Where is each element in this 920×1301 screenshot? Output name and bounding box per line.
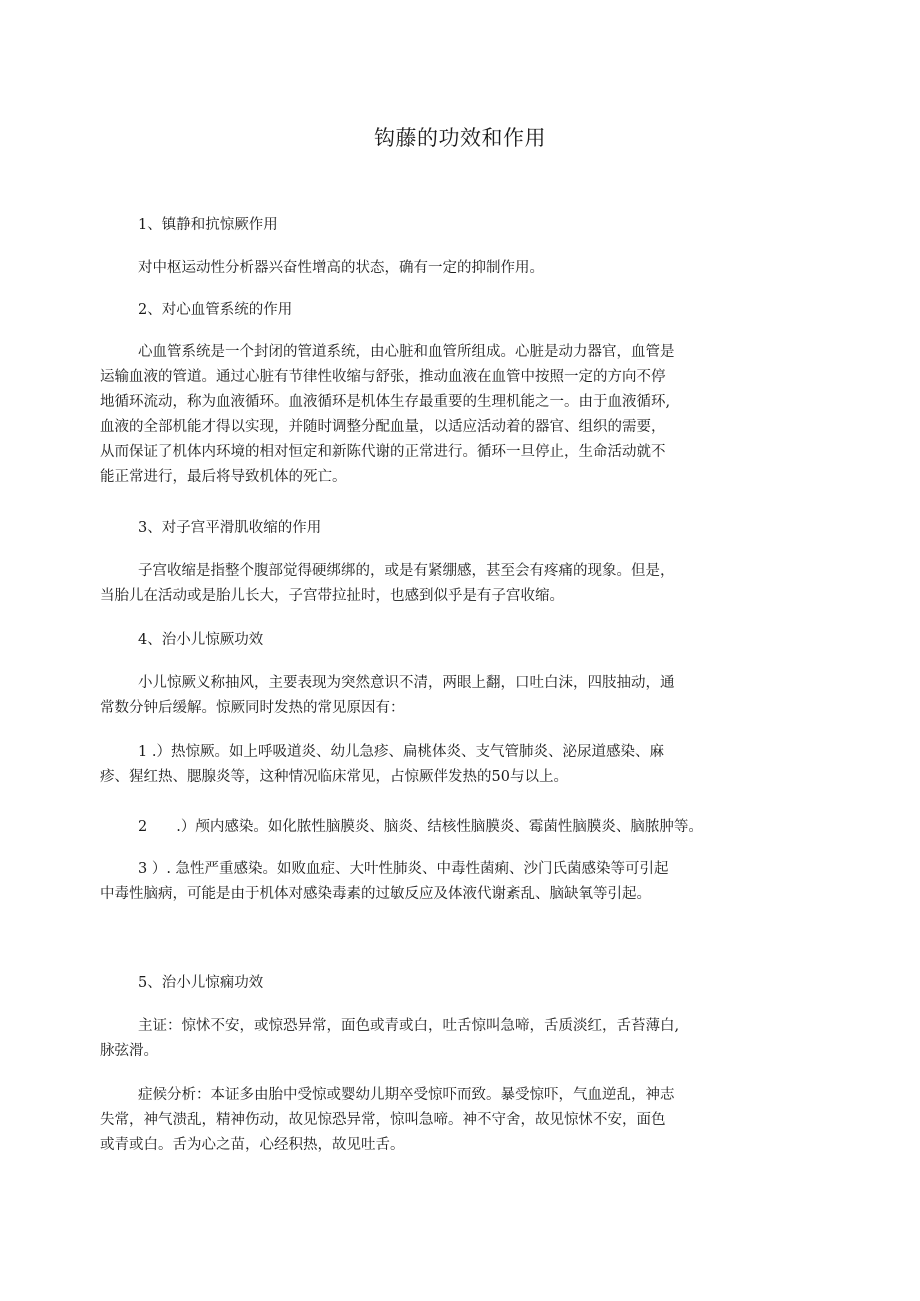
section-4-item-2: 2 .）颅内感染。如化脓性脑膜炎、脑炎、结核性脑膜炎、霉菌性脑膜炎、脑脓肿等。	[138, 819, 703, 835]
section-4-heading: 4、治小儿惊厥功效	[138, 632, 264, 648]
section-5-heading: 5、治小儿惊痫功效	[138, 975, 264, 991]
section-4-paragraph: 小儿惊厥义称抽风，主要表现为突然意识不清，两眼上翻，口吐白沫，四肢抽动，通 常数分钟后缓解。惊厥同时发热的常见原因有：	[100, 675, 675, 716]
section-2-heading: 2、对心血管系统的作用	[138, 302, 293, 318]
section-4-item-3: 3 ）. 急性严重感染。如败血症、大叶性肺炎、中毒性菌痢、沙门氏菌感染等可引起 中毒性脑病，可能是由于机体对感染毒素的过敏反应及体液代谢紊乱、脑缺氧等引起。	[100, 861, 669, 902]
document-title: 钩藤的功效和作用	[374, 126, 546, 150]
section-1-paragraph: 对中枢运动性分析器兴奋性增高的状态，确有一定的抑制作用。	[138, 260, 544, 276]
section-3-heading: 3、对子宫平滑肌收缩的作用	[138, 520, 322, 536]
section-4-item-1: 1 .）热惊厥。如上呼吸道炎、幼儿急疹、扁桃体炎、支气管肺炎、泌尿道感染、麻 疹、猩红热、腮腺炎等，这种情况临床常见，占惊厥伴发热的50与以上。	[100, 744, 664, 785]
section-1-heading: 1、镇静和抗惊厥作用	[138, 217, 278, 233]
section-3-paragraph: 子宫收缩是指整个腹部觉得硬绑绑的，或是有紧绷感，甚至会有疼痛的现象。但是， 当胎儿在活动或是胎儿长大，子宫带拉扯时，也感到似乎是有子宫收缩。	[100, 563, 675, 604]
section-5-paragraph-1: 主证：惊怵不安，或惊恐异常，面色或青或白，吐舌惊叫急啼，舌质淡红，舌苔薄白, 脉弦滑。	[100, 1018, 680, 1059]
section-2-paragraph: 心血管系统是一个封闭的管道系统，由心脏和血管所组成。心脏是动力器官，血管是 运输血液的管道。通过心脏有节律性收缩与舒张，推动血液在血管中按照一定的方向不停 地循环流动，称为血液循环。血液循环是机体生存最重要的生理机能之一。由于血液循环, 血液的全部机能才得以实现，并随时调整分配血量，以适应活动着的器官、组织的需要， 从而保证了机体内环境的相对恒定和新陈代谢的正常进行。循环一旦停止，生命活动就不 能正常进行，最后将导致机体的死亡。	[100, 344, 675, 485]
section-5-paragraph-2: 症候分析：本证多由胎中受惊或婴幼儿期卒受惊吓而致。暴受惊吓，气血逆乱，神志 失常，神气溃乱，精神伤动，故见惊恐异常，惊叫急啼。神不守舍，故见惊怵不安，面色 或青或白。舌为心之苗，心经积热，故见吐舌。	[100, 1087, 675, 1153]
